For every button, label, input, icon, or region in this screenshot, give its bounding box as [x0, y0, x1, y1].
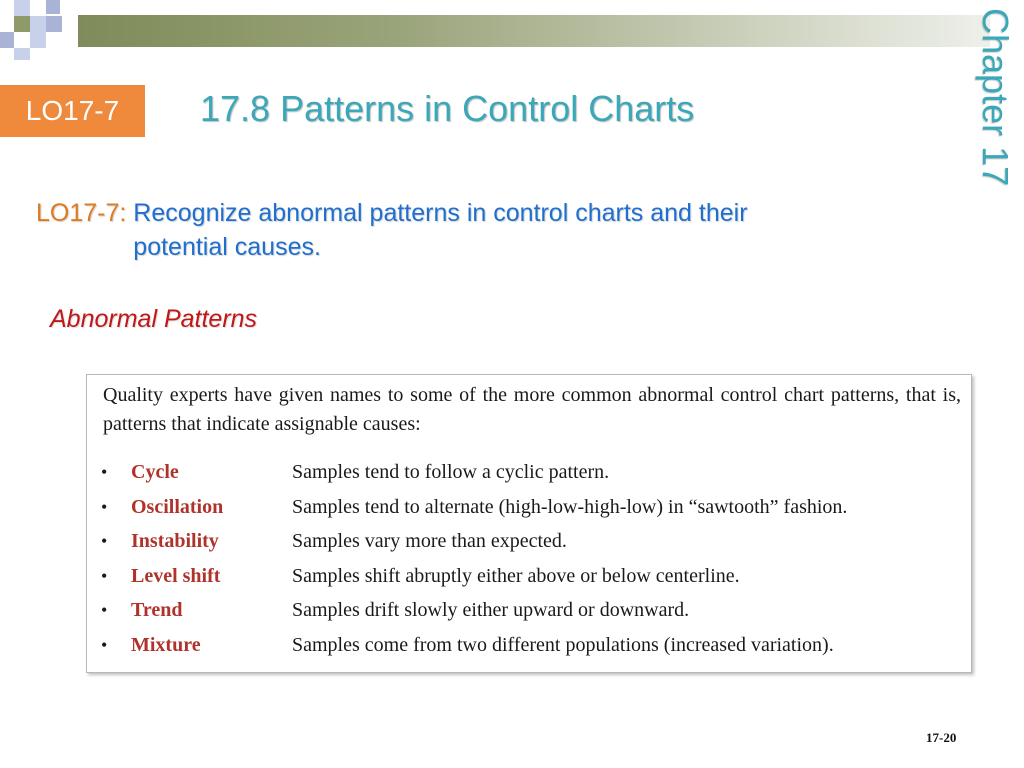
objective-text: Recognize abnormal patterns in control charts and their potential causes.: [133, 199, 748, 261]
slide-number: 17-20: [926, 730, 957, 745]
corner-decoration: [0, 0, 60, 60]
corner-square: [14, 16, 30, 32]
pattern-name: Trend: [131, 599, 183, 622]
list-item: [101, 634, 961, 669]
pattern-name: Cycle: [131, 461, 179, 483]
corner-square: [30, 32, 46, 48]
bullet-icon: •: [101, 531, 108, 552]
list-item: [101, 461, 961, 496]
bullet-icon: •: [101, 496, 108, 517]
slide-title: 17.8 Patterns in Control Charts: [200, 88, 695, 129]
list-item: [101, 530, 961, 565]
pattern-description: Samples vary more than expected.: [292, 530, 567, 553]
pattern-description: Samples come from two different populations (increased variation).: [292, 633, 834, 656]
abnormal-patterns-panel: [86, 374, 972, 673]
pattern-description: Samples shift abruptly either above or below centerline.: [292, 564, 740, 587]
bullet-icon: •: [101, 462, 108, 482]
section-subheading: Abnormal Patterns: [50, 305, 258, 333]
pattern-description: Samples tend to alternate (high-low-high-low) in “sawtooth” fashion.: [292, 495, 848, 518]
patterns-list: [101, 461, 961, 669]
bullet-icon: •: [101, 565, 108, 586]
pattern-description: Samples drift slowly either upward or downward.: [292, 599, 690, 622]
corner-square: [14, 48, 30, 60]
corner-square: [46, 0, 60, 14]
corner-square: [0, 32, 14, 48]
pattern-name: Oscillation: [131, 495, 224, 518]
list-item: [101, 496, 961, 531]
pattern-name: Level shift: [131, 564, 221, 587]
objective-prefix: LO17-7:: [36, 199, 127, 227]
list-item: [101, 565, 961, 600]
learning-objective-badge: LO17-7: [0, 85, 145, 137]
pattern-name: Instability: [131, 530, 219, 553]
corner-square: [46, 16, 62, 32]
chapter-label: Chapter 17: [975, 8, 1016, 187]
header-gradient-bar: [78, 15, 990, 47]
learning-objective: [36, 196, 866, 264]
bullet-icon: •: [101, 634, 108, 655]
patterns-intro: Quality experts have given names to some of the more common abnormal control chart patterns, that is, patterns that indicate assignable causes:: [103, 384, 961, 435]
corner-square: [30, 16, 46, 32]
bullet-icon: •: [101, 600, 108, 621]
list-item: [101, 599, 961, 634]
corner-square: [14, 0, 30, 16]
pattern-name: Mixture: [131, 633, 201, 656]
pattern-description: Samples tend to follow a cyclic pattern.: [292, 461, 610, 483]
